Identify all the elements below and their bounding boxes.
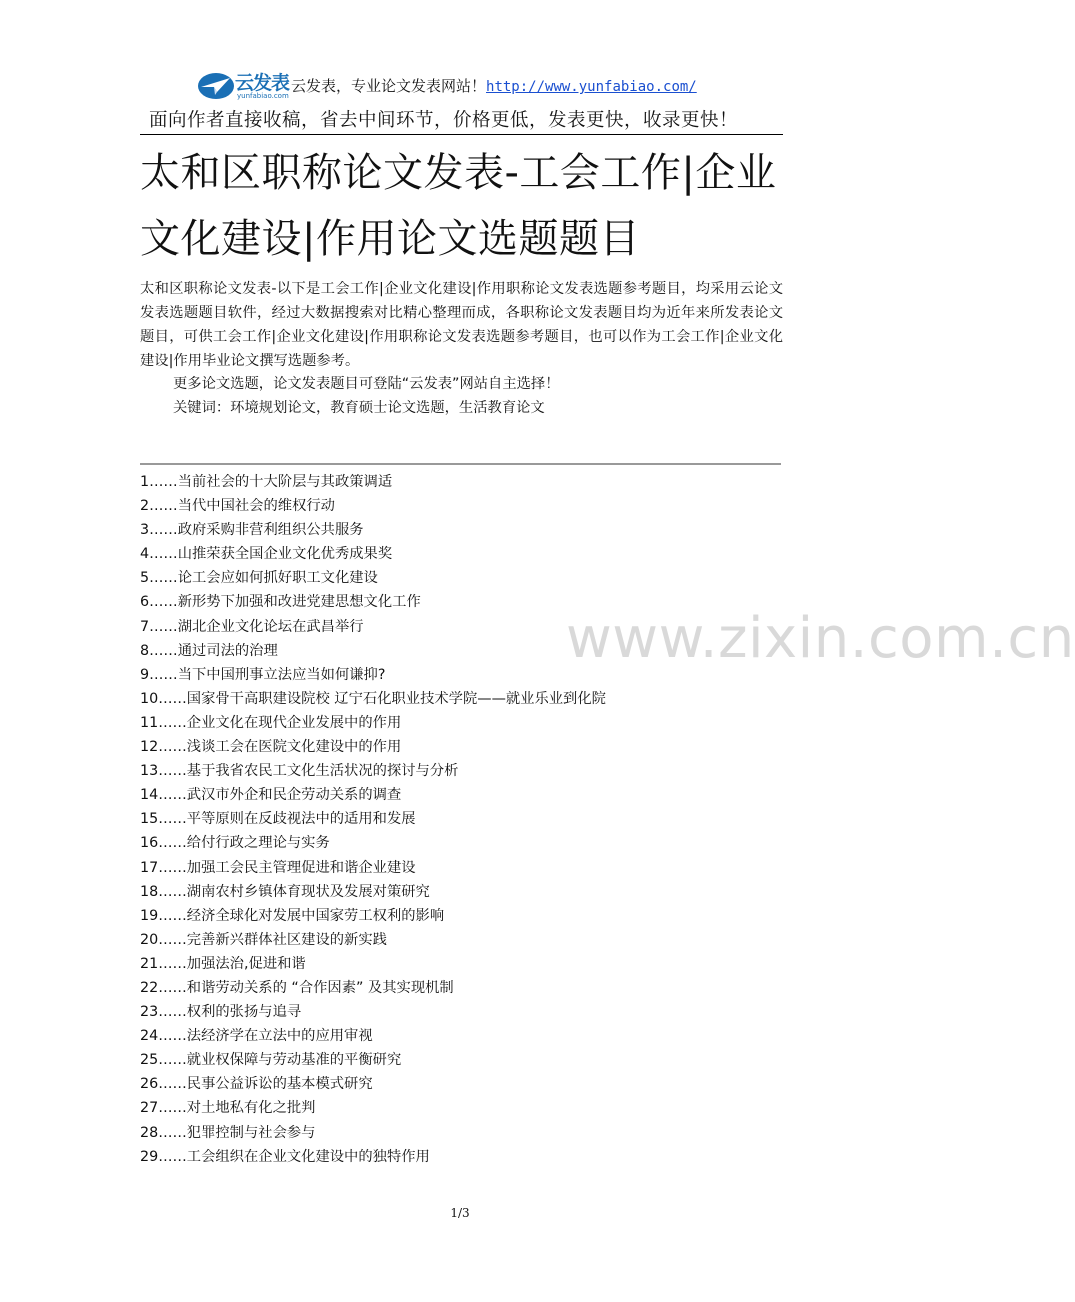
list-item: 23……权利的张扬与追寻 bbox=[140, 1004, 302, 1021]
list-item: 25……就业权保障与劳动基准的平衡研究 bbox=[140, 1052, 402, 1069]
list-item: 12……浅谈工会在医院文化建设中的作用 bbox=[140, 739, 402, 756]
list-item: 11……企业文化在现代企业发展中的作用 bbox=[140, 714, 402, 731]
list-item: 9……当下中国刑事立法应当如何谦抑? bbox=[140, 666, 386, 683]
site-slogan: 面向作者直接收稿，省去中间环节，价格更低，发表更快，收录更快！ bbox=[149, 110, 739, 131]
tagline-text: 云发表，专业论文发表网站！ bbox=[291, 77, 487, 95]
keywords-line: 关键词：环境规划论文，教育硕士论文选题，生活教育论文 bbox=[173, 400, 545, 416]
list-item: 21……加强法治,促进和谐 bbox=[140, 955, 306, 972]
list-item: 15……平等原则在反歧视法中的适用和发展 bbox=[140, 811, 416, 828]
header bbox=[140, 66, 783, 136]
list-item: 29……工会组织在企业文化建设中的独特作用 bbox=[140, 1148, 430, 1165]
site-url-link[interactable]: http://www.yunfabiao.com/ bbox=[486, 79, 697, 95]
list-item: 20……完善新兴群体社区建设的新实践 bbox=[140, 931, 387, 948]
list-item: 13……基于我省农民工文化生活状况的探讨与分析 bbox=[140, 763, 459, 780]
list-item: 10……国家骨干高职建设院校 辽宁石化职业技术学院——就业乐业到化院 bbox=[140, 690, 606, 707]
page-number: 1/3 bbox=[450, 1206, 470, 1220]
list-item: 3……政府采购非营利组织公共服务 bbox=[140, 522, 364, 539]
list-item: 19……经济全球化对发展中国家劳工权利的影响 bbox=[140, 907, 445, 924]
list-item: 22……和谐劳动关系的 “合作因素” 及其实现机制 bbox=[140, 979, 454, 996]
list-item: 2……当代中国社会的维权行动 bbox=[140, 498, 335, 515]
list-item: 4……山推荣获全国企业文化优秀成果奖 bbox=[140, 546, 393, 563]
list-item: 7……湖北企业文化论坛在武昌举行 bbox=[140, 618, 364, 635]
list-item: 24……法经济学在立法中的应用审视 bbox=[140, 1028, 373, 1045]
list-item: 1……当前社会的十大阶层与其政策调适 bbox=[140, 474, 393, 490]
document-title: 太和区职称论文发表-工会工作|企业文化建设|作用论文选题题目 bbox=[140, 150, 777, 262]
watermark: www.zixin.com.cn bbox=[566, 606, 1075, 671]
list-item: 26……民事公益诉讼的基本模式研究 bbox=[140, 1076, 373, 1093]
site-tagline bbox=[291, 75, 697, 96]
logo-text: 云发表 bbox=[235, 72, 290, 94]
list-item: 28……犯罪控制与社会参与 bbox=[140, 1124, 316, 1141]
list-item: 27……对土地私有化之批判 bbox=[140, 1100, 316, 1117]
more-topics-note: 更多论文选题，论文发表题目可登陆“云发表”网站自主选择！ bbox=[173, 376, 560, 392]
list-item: 8……通过司法的治理 bbox=[140, 642, 278, 659]
logo-subtext: yunfabiao.com bbox=[237, 92, 289, 100]
list-item: 17……加强工会民主管理促进和谐企业建设 bbox=[140, 859, 416, 876]
list-item: 14……武汉市外企和民企劳动关系的调查 bbox=[140, 787, 402, 804]
list-item: 16……给付行政之理论与实务 bbox=[140, 835, 330, 852]
list-item: 6……新形势下加强和改进党建思想文化工作 bbox=[140, 594, 421, 611]
topic-list bbox=[140, 470, 606, 1169]
list-item: 18……湖南农村乡镇体育现状及发展对策研究 bbox=[140, 883, 430, 900]
paper-plane-icon bbox=[197, 70, 235, 100]
intro-paragraph: 太和区职称论文发表-以下是工会工作|企业文化建设|作用职称论文发表选题参考题目，均采用云论文发表选题题目软件，经过大数据搜索对比精心整理而成，各职称论文发表题目均为近年来所发表论文题目，可供工会工作|企业文化建设|作用职称论文发表选题参考题目，也可以作为工会工作|企业文化建设|作用毕业论文撰写选题参考。 bbox=[140, 281, 783, 369]
list-divider bbox=[140, 463, 781, 465]
header-divider bbox=[140, 134, 783, 135]
list-item: 5……论工会应如何抓好职工文化建设 bbox=[140, 570, 378, 587]
site-logo[interactable] bbox=[197, 68, 293, 104]
